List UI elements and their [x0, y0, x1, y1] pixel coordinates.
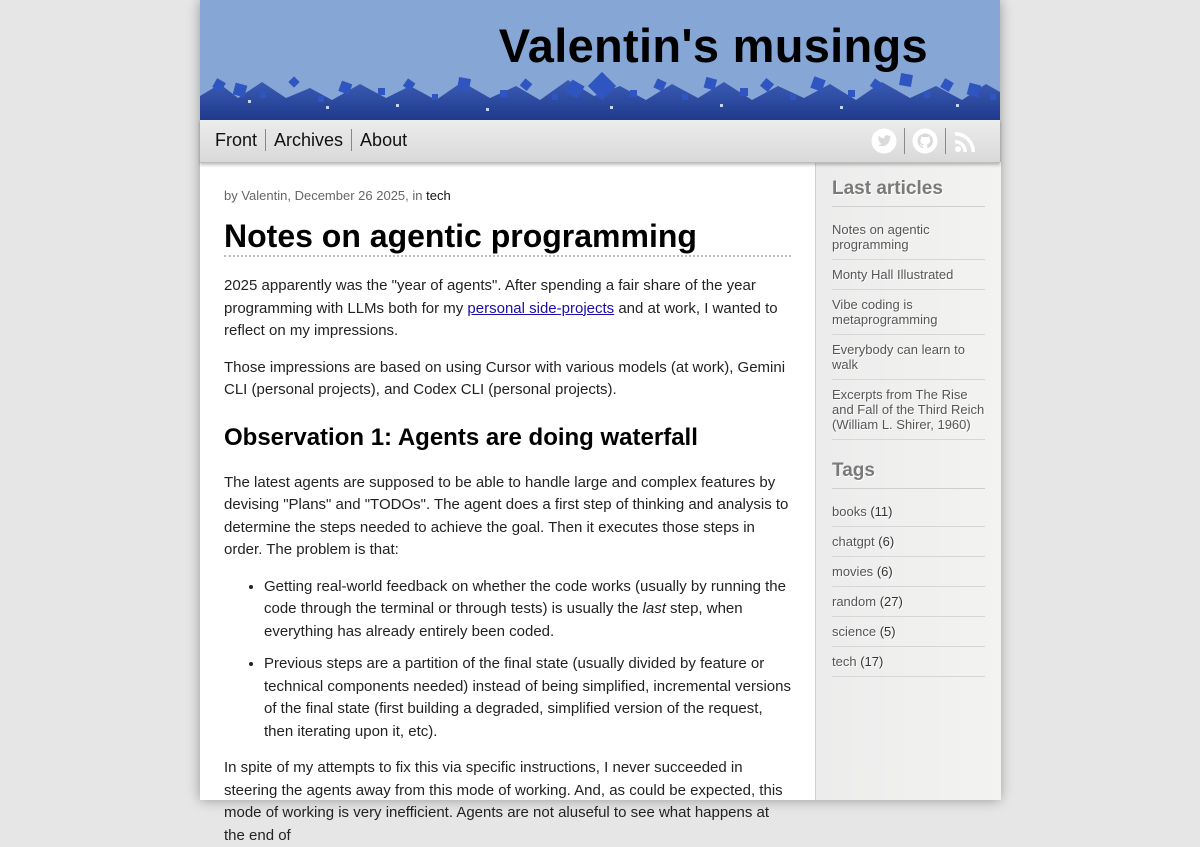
- tag-count: (27): [879, 594, 903, 609]
- post-category-link[interactable]: tech: [426, 188, 451, 203]
- tag-link[interactable]: tech: [832, 654, 857, 669]
- sidebar-article[interactable]: [832, 290, 985, 335]
- post-byline: by Valentin, December 26 2025, in: [224, 188, 423, 203]
- sidebar: [815, 162, 1001, 800]
- paragraph-conclusion: In spite of my attempts to fix this via specific instructions, I never succeeded in steering the agents away from this mode of working. And, as could be expected, this mode of working is very inefficient. Agents are not aluseful to see what happens at the end of: [224, 759, 783, 844]
- nav-links: [207, 129, 415, 151]
- list-item-text: Getting real-world feedback on whether the code works (usually by running the code through the terminal or through tests) is usually the: [264, 577, 786, 617]
- tags-heading: Tags: [832, 460, 985, 489]
- tag-count: (5): [879, 624, 896, 639]
- tag-count: (6): [876, 564, 893, 579]
- last-articles-heading: Last articles: [832, 178, 985, 207]
- paragraph-text: and at work, I wanted to reflect on my impressions.: [224, 299, 778, 339]
- tag-item: [832, 557, 985, 587]
- nav-link-front[interactable]: Front: [207, 129, 266, 151]
- problem-list: [224, 576, 791, 744]
- sidebar-article-link[interactable]: Vibe coding is metaprogramming: [832, 297, 938, 327]
- tag-item: [832, 497, 985, 527]
- main-navigation: [200, 120, 1000, 163]
- tag-item: [832, 587, 985, 617]
- tag-count: (11): [870, 504, 893, 519]
- sidebar-article-link[interactable]: Monty Hall Illustrated: [832, 267, 954, 282]
- tag-item: [832, 647, 985, 677]
- sidebar-article[interactable]: [832, 260, 985, 290]
- tag-item: [832, 527, 985, 557]
- rss-icon[interactable]: [952, 127, 980, 155]
- post-meta: [224, 188, 791, 203]
- sidebar-article[interactable]: [832, 380, 985, 440]
- section-heading: Observation 1: Agents are doing waterfall: [224, 423, 698, 451]
- paragraph-intro: [224, 275, 791, 343]
- social-separator: [945, 128, 946, 154]
- sidebar-article-link[interactable]: Excerpts from The Rise and Fall of the Third Reich (William L. Shirer, 1960): [832, 387, 985, 432]
- sidebar-article[interactable]: [832, 335, 985, 380]
- paragraph-tools: Those impressions are based on using Cursor with various models (at work), Gemini CLI (personal projects), and Codex CLI (personal projects).: [224, 358, 786, 398]
- paragraph-text: 2025 apparently was the "year of agents". After spending a fair share of the year programming with LLMs both for my: [224, 277, 756, 317]
- tag-count: (6): [878, 534, 895, 549]
- twitter-icon[interactable]: [870, 127, 898, 155]
- site-title[interactable]: Valentin's musings: [498, 19, 928, 72]
- tag-link[interactable]: movies: [832, 564, 874, 579]
- sidebar-article-link[interactable]: Everybody can learn to walk: [832, 342, 965, 372]
- social-separator: [904, 128, 905, 154]
- tag-link[interactable]: science: [832, 624, 877, 639]
- nav-link-archives[interactable]: Archives: [266, 129, 352, 151]
- nav-link-about[interactable]: About: [360, 130, 408, 150]
- list-item: • Previous steps are a partition of the final state (usually divided by feature or technical components needed) instead of being simplified, incremental versions of the final state (first building a degraded, simplified version of the request, then iterating upon it, etc).: [264, 653, 791, 743]
- list-item: [264, 576, 791, 644]
- sidebar-article-link[interactable]: Notes on agentic programming: [832, 222, 930, 252]
- list-item-text: step, when everything has already entirely been coded.: [264, 600, 743, 640]
- tag-count: (17): [860, 654, 884, 669]
- post-title[interactable]: Notes on agentic programming: [224, 217, 791, 257]
- tag-item: [832, 617, 985, 647]
- article-content: [200, 162, 815, 844]
- tag-link[interactable]: books: [832, 504, 867, 519]
- tag-link[interactable]: chatgpt: [832, 534, 875, 549]
- paragraph-agents: The latest agents are supposed to be able to handle large and complex features by devising "Plans" and "TODOs". The agent does a first step of thinking and analysis to determine the steps needed to achieve the goal. Then it executes those steps in order. The problem is that:: [224, 473, 789, 558]
- github-icon[interactable]: [911, 127, 939, 155]
- list-item-emphasis: last: [642, 600, 666, 617]
- tag-link[interactable]: random: [832, 594, 877, 609]
- sidebar-article[interactable]: [832, 215, 985, 260]
- personal-side-projects-link[interactable]: personal side-projects: [467, 299, 615, 317]
- site-header: [200, 0, 1000, 120]
- social-links: [864, 127, 986, 155]
- page-wrapper: [200, 0, 1000, 844]
